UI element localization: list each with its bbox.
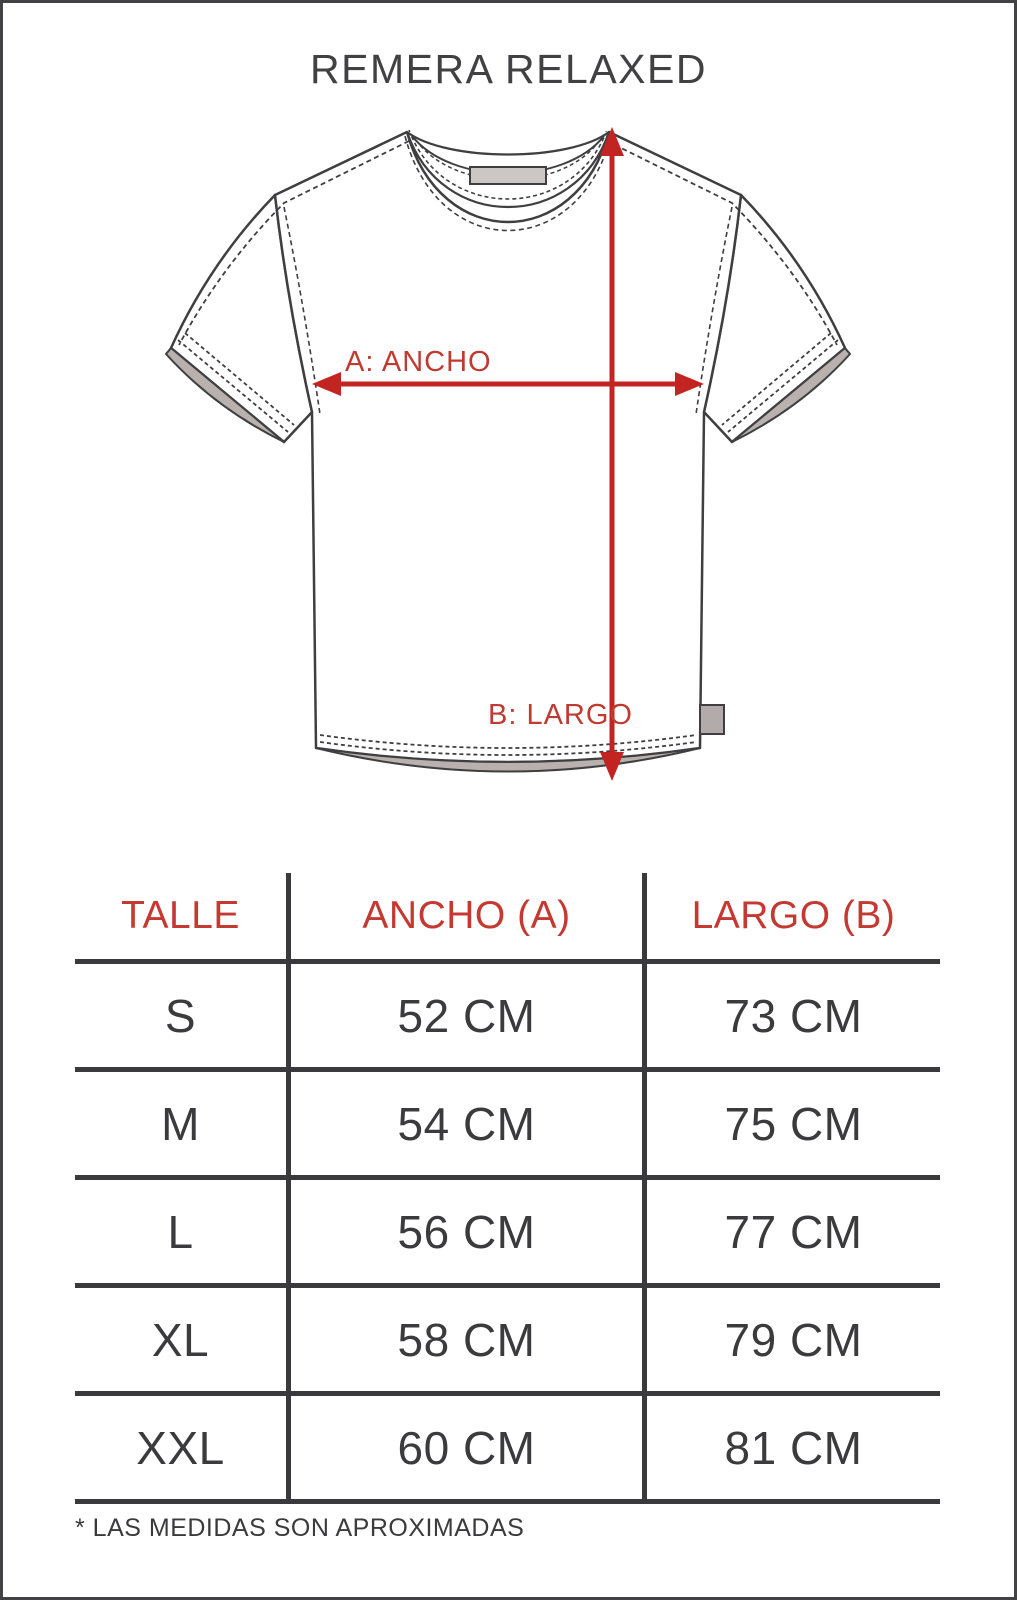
size-cell: XXL [136, 1421, 225, 1474]
page-title: REMERA RELAXED [310, 46, 707, 92]
length-cell: 77 CM [642, 1180, 940, 1283]
size-cell: S [164, 989, 197, 1042]
width-cell: 60 CM [286, 1396, 642, 1499]
header-largo: LARGO (B) [642, 873, 940, 959]
table-row-xxl [75, 1396, 940, 1504]
size-cell: XL [151, 1313, 210, 1366]
size-cell: M [161, 1097, 200, 1150]
width-cell: 56 CM [286, 1180, 642, 1283]
length-cell: 73 CM [642, 964, 940, 1067]
header-ancho: ANCHO (A) [286, 873, 642, 959]
table-row-s [75, 964, 940, 1072]
side-label-tab [700, 705, 724, 734]
size-table-header-row [75, 873, 940, 964]
width-cell: 54 CM [286, 1072, 642, 1175]
table-row-m [75, 1072, 940, 1180]
measurements-footnote: * LAS MEDIDAS SON APROXIMADAS [75, 1514, 525, 1542]
table-row-xl [75, 1288, 940, 1396]
width-measure-label: A: ANCHO [345, 346, 492, 378]
width-cell: 52 CM [286, 964, 642, 1067]
header-talle: TALLE [121, 894, 240, 937]
neck-label-tag [470, 167, 546, 184]
size-cell: L [167, 1205, 194, 1258]
length-cell: 79 CM [642, 1288, 940, 1391]
table-row-l [75, 1180, 940, 1288]
size-table [75, 873, 940, 1504]
length-measure-label: B: LARGO [488, 699, 633, 731]
width-cell: 58 CM [286, 1288, 642, 1391]
length-cell: 75 CM [642, 1072, 940, 1175]
length-cell: 81 CM [642, 1396, 940, 1499]
